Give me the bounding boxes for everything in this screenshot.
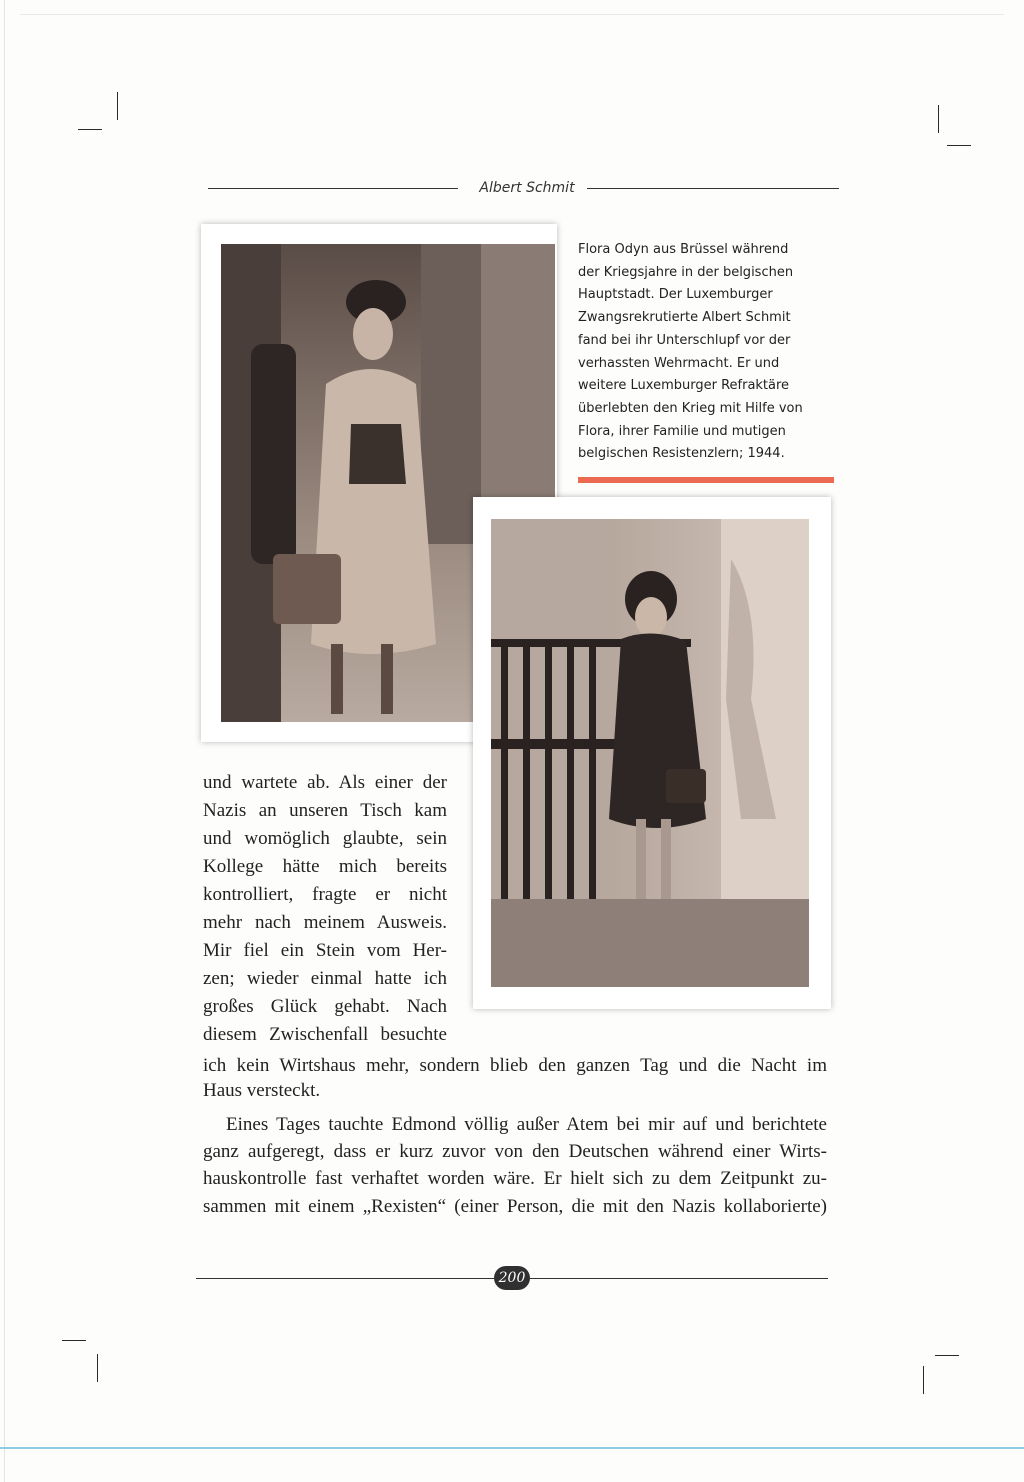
caption-line: Flora, ihrer Familie und mutigen	[578, 423, 786, 439]
footer-rule-right	[530, 1278, 828, 1279]
crop-mark-tr-h	[947, 145, 971, 146]
page-number: 200	[494, 1266, 530, 1290]
body-line: Kollege hätte mich bereits	[203, 856, 447, 877]
body-line: diesem Zwischenfall besuchte	[203, 1024, 447, 1045]
body-line: und wartete ab. Als einer der	[203, 772, 447, 793]
header-rule-left	[208, 188, 458, 189]
photo-caption	[578, 239, 838, 466]
body-line: zen; wieder einmal hatte ich	[203, 968, 447, 989]
scan-left-edge	[4, 0, 5, 1482]
crop-mark-br-h	[935, 1355, 959, 1356]
caption-line: fand bei ihr Unterschlupf vor der	[578, 332, 791, 348]
caption-line: Zwangsrekrutierte Albert Schmit	[578, 310, 791, 326]
body-line: Haus versteckt.	[203, 1080, 321, 1101]
crop-mark-tl-v	[117, 92, 118, 120]
header-rule-right	[587, 188, 839, 189]
body-line: großes Glück gehabt. Nach	[203, 996, 447, 1017]
body-line: Eines Tages tauchte Edmond völlig außer Atem bei mir auf und berichtete	[226, 1114, 827, 1135]
scan-top-edge	[20, 14, 1004, 15]
photo-frame-railing	[473, 497, 831, 1009]
body-line: ich kein Wirtshaus mehr, sondern blieb den ganzen Tag und die Nacht im	[203, 1055, 827, 1076]
photo-railing	[491, 519, 809, 987]
crop-mark-tl-h	[78, 129, 102, 130]
caption-line: der Kriegsjahre in der belgischen	[578, 264, 794, 280]
caption-line: Flora Odyn aus Brüssel während	[578, 242, 789, 257]
body-line: sammen mit einem „Rexisten“ (einer Person, die mit den Nazis kollaborierte)	[203, 1196, 827, 1217]
caption-line: überlebten den Krieg mit Hilfe von	[578, 400, 803, 416]
footer-rule-left	[196, 1278, 494, 1279]
crop-mark-bl-h	[62, 1340, 86, 1341]
body-line: ganz aufgeregt, dass er kurz zuvor von den Deutschen während einer Wirts-	[203, 1141, 827, 1162]
running-title: Albert Schmit	[479, 180, 575, 196]
body-line: mehr nach meinem Ausweis.	[203, 912, 447, 933]
crop-mark-bl-v	[97, 1354, 98, 1382]
caption-line: verhassten Wehrmacht. Er und	[578, 355, 780, 371]
body-line: und womöglich glaubte, sein	[203, 828, 447, 849]
caption-line: weitere Luxemburger Refraktäre	[578, 378, 790, 394]
caption-accent-bar	[578, 477, 834, 483]
body-line: Nazis an unseren Tisch kam	[203, 800, 447, 821]
caption-line: belgischen Resistenzlern; 1944.	[578, 446, 785, 462]
scan-bottom-bar	[0, 1447, 1024, 1449]
body-line: kontrolliert, fragte er nicht	[203, 884, 447, 905]
crop-mark-br-v	[923, 1366, 924, 1394]
body-line: hauskontrolle fast verhaftet worden wäre. Er hielt sich zu dem Zeitpunkt zu-	[203, 1168, 827, 1189]
body-line: Mir fiel ein Stein vom Her-	[203, 940, 447, 961]
crop-mark-tr-v	[938, 105, 939, 133]
caption-line: Hauptstadt. Der Luxemburger	[578, 287, 773, 303]
